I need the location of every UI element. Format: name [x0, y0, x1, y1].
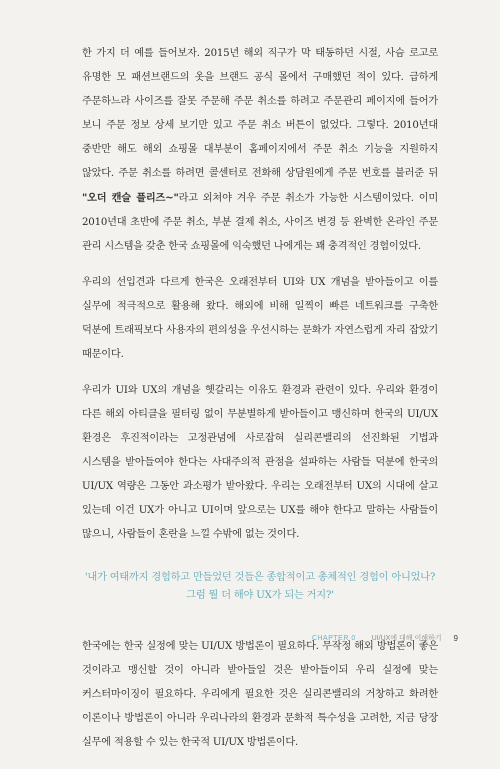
footer-chapter: CHAPTER 0	[311, 634, 356, 642]
page-footer	[312, 633, 458, 643]
footer-chapter-title: UI/UX에 대해 이해하기	[371, 635, 442, 642]
page-number: 9	[453, 633, 458, 643]
paragraph-1-text-after: 라고 외쳐야 겨우 주문 취소가 가능한 시스템이었다. 이미 2010년대 초반에 주문 취소, 부분 결제 취소, 사이즈 변경 등 완벽한 온라인 주문 관리 시스템을 갖춘 한국 쇼핑몰에 익숙했던 나에게는 꽤 충격적인 경험이었다.	[82, 193, 438, 252]
paragraph-1-text-before: 한 가지 더 예를 들어보자. 2015년 해외 직구가 막 태동하던 시절, 사슴 로고로 유명한 모 패션브랜드의 옷을 브랜드 공식 몰에서 구매했던 적이 있다. 급하게 주문하느라 사이즈를 잘못 주문해 주문 취소를 하려고 주문관리 페이지에 들어가 보니 주문 정보 상세 보기만 있고 주문 취소 버튼이 없었다. 그렇다. 2010년대 중반만 해도 해외 쇼핑몰 대부분이 홈페이지에서 주문 취소 기능을 지원하지 않았다. 주문 취소를 하려면 콜센터로 전화해 상담원에게 주문 번호를 불러준 뒤	[82, 48, 438, 179]
page-body	[82, 42, 438, 769]
footer-separator: _	[361, 634, 366, 642]
paragraph-3: 우리가 UI와 UX의 개념을 헷갈리는 이유도 환경과 관련이 있다. 우리와 환경이 다른 해외 아티클을 필터링 없이 무분별하게 받아들이고 맹신하며 한국의 UI/UX 환경은 후진적이라는 고정관념에 사로잡혀 실리콘밸리의 선진화된 기법과 시스템을 받아들여야 한다는 사대주의적 관점을 설파하는 사람들 덕분에 한국의 UI/UX 역량은 그동안 과소평가 받아왔다. 우리는 오래전부터 UX의 시대에 살고 있는데 이건 UX가 아니고 UI이며 앞으로는 UX를 해야 한다고 말하는 사람들이 많으니, 사람들이 혼란을 느낄 수밖에 없는 것이다.	[82, 385, 438, 540]
pull-quote-line-1: '내가 여태까지 경험하고 만들었던 것들은 종합적이고 총체적인 경험이 아니었나?	[84, 572, 436, 583]
pull-quote	[82, 569, 438, 605]
paragraph-2: 우리의 선입견과 다르게 한국은 오래전부터 UI와 UX 개념을 받아들이고 이를 실무에 적극적으로 활용해 왔다. 해외에 비해 일찍이 빠른 네트워크를 구축한 덕분에 트래픽보다 사용자의 편의성을 우선시하는 문화가 자연스럽게 자리 잡았기 때문이다.	[82, 277, 438, 360]
paragraph-1	[82, 42, 438, 259]
pull-quote-line-2: 그럼 뭘 더 해야 UX가 되는 거지?'	[186, 590, 334, 601]
paragraph-4: 한국에는 한국 실정에 맞는 UI/UX 방법론이 필요하다. 무작정 해외 방법론이 좋은 것이라고 맹신할 것이 아니라 받아들일 것은 받아들이되 우리 실정에 맞는 커스터마이징이 필요하다. 우리에게 필요한 것은 실리콘밸리의 거창하고 화려한 이론이나 방법론이 아니라 우리나라의 환경과 문화적 특수성을 고려한, 지금 당장 실무에 적용할 수 있는 한국적 UI/UX 방법론이다.	[82, 641, 438, 748]
paragraph-1-bold-quote: "오더 캔슬 플리즈~"	[82, 192, 179, 204]
